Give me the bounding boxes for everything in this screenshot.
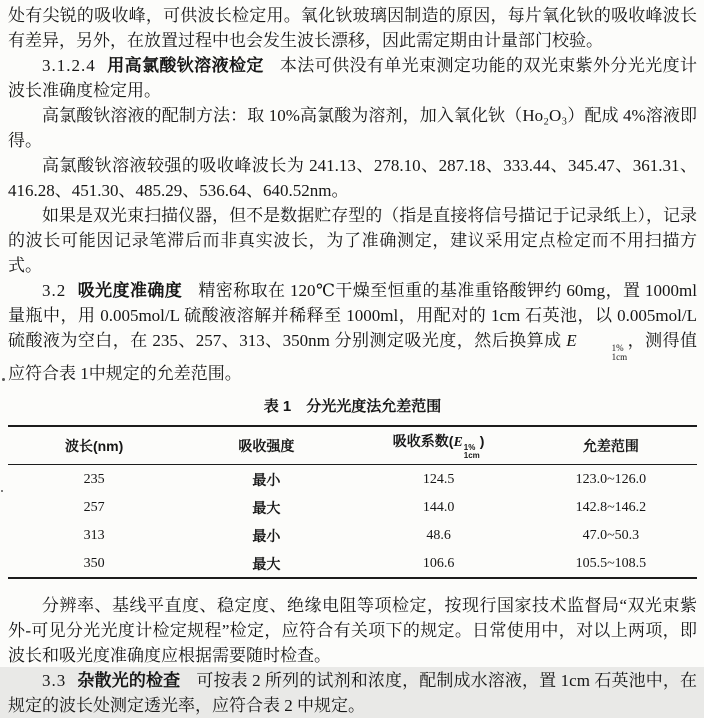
table-row [8,465,697,494]
section-title: 杂散光的检查 [77,671,181,690]
table-1-label: 表 1 [263,398,292,415]
paragraph-other-checks: 分辨率、基线平直度、稳定度、绝缘电阻等项检定，按现行国家技术监督局“双光束紫外-可见分光光度计检定规程”检定，应符合有关项下的规定。日常使用中，对以上两项，即波长和吸光度准确度应根据需要随时检查。 [8,596,697,665]
e-1pct-1cm-notation [453,433,480,460]
coeff-header-suffix: ) [479,433,485,449]
section-number: 3.2 [42,281,67,300]
cell-range: 123.0~126.0 [575,472,647,487]
column-header-range: 允差范围 [525,426,697,465]
cell-coefficient: 48.6 [426,528,451,543]
coeff-header-prefix: 吸收系数( [392,433,454,449]
table-row [8,521,697,549]
e-subscript: 1cm [463,450,480,460]
table-row [8,493,697,521]
cell-intensity: 最大 [252,500,281,516]
section-title: 用高氯酸钬溶液检定 [106,56,264,75]
section-3-1-2-4 [8,53,697,103]
paragraph-intro: 处有尖锐的吸收峰，可供波长检定用。氧化钬玻璃因制造的原因，每片氧化钬的吸收峰波长有差异，另外，在放置过程中也会发生波长漂移，因此需定期由计量部门校验。 [8,6,697,50]
paragraph-absorption-peaks: 高氯酸钬溶液较强的吸收峰波长为 241.13、278.10、287.18、333.44、345.47、361.31、416.28、451.30、485.29、536.64、640.52nm。 [8,156,697,200]
cell-range: 142.8~146.2 [575,500,647,515]
e-base: E [453,435,463,450]
paragraph-scanning-note: 如果是双光束扫描仪器，但不是数据贮存型的（指是直接将信号描记于记录纸上），记录的波长可能因记录笔滞后而非真实波长，为了准确测定，建议采用定点检定而不用扫描方式。 [8,206,697,275]
cell-wavelength: 235 [83,472,105,487]
e-stack [464,444,480,459]
cell-wavelength: 313 [83,528,105,543]
scan-speck [2,378,5,381]
paragraph-preparation: 高氯酸钬溶液的配制方法：取 10%高氯酸为溶剂，加入氧化钬（Ho₂O₃）配成 4%溶液即得。 [8,106,697,150]
cell-intensity: 最小 [252,472,281,488]
table-1-title [8,395,697,419]
cell-coefficient: 144.0 [422,500,455,515]
section-title: 吸光度准确度 [77,281,183,300]
table-1-caption: 分光光度法允差范围 [306,398,442,415]
section-number: 3.1.2.4 [42,56,96,75]
table-header-row [8,426,697,465]
cell-range: 47.0~50.3 [582,528,640,543]
section-body-after-e: ，测得值应符合表 1中规定的允差范围。 [8,331,697,383]
e-stack [578,344,628,361]
cell-coefficient: 106.6 [422,556,455,571]
e-subscript: 1cm [611,351,628,362]
cell-range: 105.5~108.5 [575,556,647,571]
section-3-3 [8,668,697,718]
cell-intensity: 最小 [252,528,281,544]
table-row [8,549,697,578]
e-superscript: 1% [463,443,476,452]
table-1 [8,425,697,579]
e-superscript: 1% [611,343,624,353]
column-header-coefficient [353,426,525,465]
cell-wavelength: 257 [83,500,105,515]
section-body: 本法可供没有单光束测定功能的双光束紫外分光光度计波长准确度检定用。 [8,56,698,100]
section-body: 可按表 2 所列的试剂和浓度，配制成水溶液，置 1cm 石英池中，在规定的波长处测定透光率，应符合表 2 中规定。 [8,671,697,715]
column-header-intensity: 吸收强度 [180,426,352,465]
e-base: E [566,331,577,350]
column-header-wavelength: 波长(nm) [8,426,180,465]
e-1pct-1cm-notation [566,331,628,362]
scan-speck [1,490,3,492]
cell-wavelength: 350 [83,556,105,571]
cell-coefficient: 124.5 [422,472,455,487]
cell-intensity: 最大 [252,556,281,572]
section-3-2 [8,278,697,386]
section-body-before-e: 精密称取在 120℃干燥至恒重的基准重铬酸钾约 60mg，置 1000ml量瓶中，用 0.005mol/L 硫酸液溶解并稀释至 1000ml，用配对的 1cm 石英池，以 0.005mol/L硫酸液为空白，在 235、257、313、350nm 分别测定吸光度，然后换算成 [8,281,697,350]
section-number: 3.3 [42,671,67,690]
